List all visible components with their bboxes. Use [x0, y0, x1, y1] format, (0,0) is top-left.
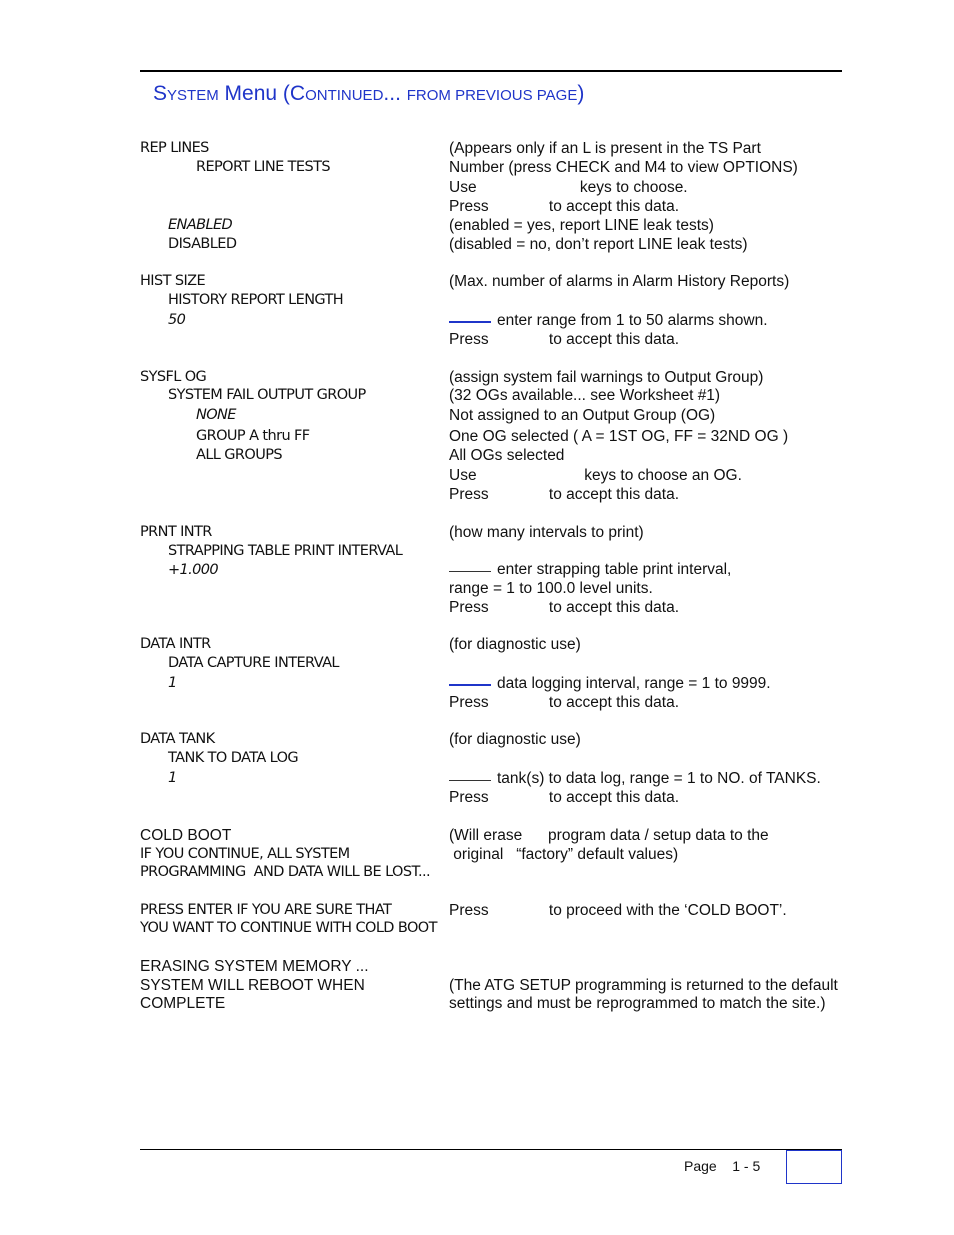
tank-to-data-log-label: TANK TO DATA LOG: [168, 750, 299, 766]
page-number: Page 1 - 5: [684, 1158, 761, 1174]
none-option: NONE: [196, 407, 236, 423]
og-desc-2: (32 OGs available... see Worksheet #1): [449, 387, 721, 404]
atg-desc-1: (The ATG SETUP programming is returned to the default: [449, 977, 838, 994]
title-part: Menu (C: [218, 82, 306, 105]
top-rule: [140, 70, 842, 72]
dtank-press-text: Press to accept this data.: [449, 789, 680, 806]
og-use-text: Use keys to choose an OG.: [449, 467, 742, 484]
data-capture-label: DATA CAPTURE INTERVAL: [168, 655, 339, 671]
dintr-desc: (for diagnostic use): [449, 636, 581, 653]
title-part: FROM PREVIOUS PAGE: [406, 87, 578, 104]
hist-desc: (Max. number of alarms in Alarm History Reports): [449, 273, 790, 290]
title-part: YSTEM: [167, 87, 219, 104]
group-a-option: GROUP A thru FF: [196, 428, 310, 444]
history-report-length-label: HISTORY REPORT LENGTH: [168, 292, 344, 308]
prnt-intr-value: +1.000: [168, 562, 219, 578]
cold-boot-warning-1: IF YOU CONTINUE, ALL SYSTEM: [140, 846, 350, 862]
cold-desc-1: (Will erase program data / setup data to the: [449, 827, 769, 844]
atg-desc-2: settings and must be reprogrammed to match the site.): [449, 995, 826, 1012]
page-title: [153, 82, 584, 106]
prnt-entry-text: enter strapping table print interval,: [497, 561, 732, 578]
data-intr-label: DATA INTR: [140, 636, 211, 652]
erasing-3: COMPLETE: [140, 995, 226, 1012]
system-fail-output-group-label: SYSTEM FAIL OUTPUT GROUP: [168, 387, 366, 403]
rep-lines-label: REP LINES: [140, 140, 209, 156]
og-press-text: Press to accept this data.: [449, 486, 680, 503]
rep-use-text: Use keys to choose.: [449, 179, 688, 196]
strapping-table-label: STRAPPING TABLE PRINT INTERVAL: [168, 543, 403, 559]
prnt-range-text: range = 1 to 100.0 level units.: [449, 580, 653, 597]
data-tank-label: DATA TANK: [140, 731, 215, 747]
entry-blank: [449, 684, 491, 686]
hist-size-label: HIST SIZE: [140, 273, 206, 289]
press-enter-prompt-2: YOU WANT TO CONTINUE WITH COLD BOOT: [140, 920, 437, 936]
dtank-entry-line: [449, 769, 821, 788]
entry-blank: [449, 321, 491, 323]
entry-blank: [449, 571, 491, 572]
og-one-desc: One OG selected ( A = 1ST OG, FF = 32ND OG ): [449, 428, 789, 445]
cold-press-text: Press to proceed with the ‘COLD BOOT’.: [449, 902, 787, 919]
footer-box: [786, 1150, 842, 1184]
data-intr-value: 1: [168, 675, 177, 691]
hist-entry-line: [449, 311, 768, 330]
title-part: ONTINUED: [305, 87, 384, 104]
disabled-option: DISABLED: [168, 236, 237, 252]
rep-disabled-desc: (disabled = no, don’t report LINE leak tests): [449, 236, 748, 253]
og-all-desc: All OGs selected: [449, 447, 565, 464]
title-part: ...: [383, 82, 407, 105]
cold-desc-2: original “factory” default values): [449, 846, 679, 863]
prnt-desc: (how many intervals to print): [449, 524, 644, 541]
data-tank-value: 1: [168, 770, 177, 786]
all-groups-option: ALL GROUPS: [196, 447, 282, 463]
cold-boot-label: COLD BOOT: [140, 827, 232, 844]
hist-entry-text: enter range from 1 to 50 alarms shown.: [497, 312, 768, 329]
footer-rule: [140, 1149, 842, 1150]
title-part: ): [577, 82, 585, 105]
enabled-option: ENABLED: [168, 217, 233, 233]
dtank-entry-text: tank(s) to data log, range = 1 to NO. of TANKS.: [497, 770, 821, 787]
sysflog-label: SYSFL OG: [140, 369, 207, 385]
hist-size-value: 50: [168, 312, 186, 328]
prnt-intr-label: PRNT INTR: [140, 524, 212, 540]
press-enter-prompt-1: PRESS ENTER IF YOU ARE SURE THAT: [140, 902, 392, 918]
erasing-2: SYSTEM WILL REBOOT WHEN: [140, 977, 365, 994]
hist-press-text: Press to accept this data.: [449, 331, 680, 348]
cold-boot-warning-2: PROGRAMMING AND DATA WILL BE LOST...: [140, 864, 431, 880]
og-desc-1: (assign system fail warnings to Output Group): [449, 369, 764, 386]
report-line-tests-label: REPORT LINE TESTS: [196, 159, 330, 175]
dintr-entry-text: data logging interval, range = 1 to 9999.: [497, 675, 771, 692]
og-none-desc: Not assigned to an Output Group (OG): [449, 407, 716, 424]
dtank-desc: (for diagnostic use): [449, 731, 581, 748]
erasing-1: ERASING SYSTEM MEMORY ...: [140, 958, 369, 975]
rep-press-text: Press to accept this data.: [449, 198, 680, 215]
dintr-entry-line: [449, 674, 771, 693]
prnt-press-text: Press to accept this data.: [449, 599, 680, 616]
rep-desc-1: (Appears only if an L is present in the TS Part: [449, 140, 761, 157]
title-part: S: [153, 82, 168, 105]
entry-blank: [449, 780, 491, 781]
rep-desc-2: Number (press CHECK and M4 to view OPTIONS): [449, 159, 798, 176]
prnt-entry-line: [449, 560, 731, 579]
rep-enabled-desc: (enabled = yes, report LINE leak tests): [449, 217, 714, 234]
dintr-press-text: Press to accept this data.: [449, 694, 680, 711]
